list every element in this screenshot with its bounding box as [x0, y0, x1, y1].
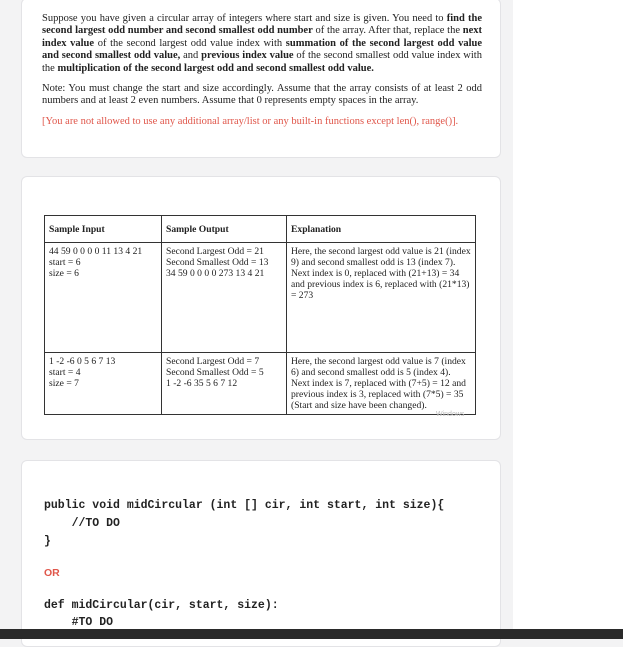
problem-description — [42, 13, 482, 75]
desc-bold: previous index value — [201, 50, 294, 62]
java-signature: public void midCircular (int [] cir, int start, int size){ — [44, 499, 445, 512]
output-second-smallest: Second Smallest Odd = 5 — [166, 367, 264, 378]
table-header-row — [45, 216, 476, 243]
java-todo: //TO DO — [44, 517, 120, 530]
header-sample-input: Sample Input — [45, 216, 162, 243]
desc-text: of the second largest odd value index with — [94, 37, 286, 49]
windows-watermark: Windows — [436, 411, 465, 418]
problem-constraint: [You are not allowed to use any additional array/list or any built-in functions except len(), range()]. — [42, 115, 459, 127]
explanation-cell — [287, 353, 476, 415]
explanation-line: Next index is 0, replaced with (21+13) = 34 and previous index is 6, replaced with (21*13) = 273 — [291, 268, 470, 301]
java-close-brace: } — [44, 535, 51, 548]
header-sample-output: Sample Output — [162, 216, 287, 243]
problem-card — [21, 0, 501, 158]
explanation-line: (Start and size have been changed). — [291, 400, 427, 411]
or-label: OR — [44, 567, 60, 579]
output-array: 1 -2 -6 35 5 6 7 12 — [166, 378, 238, 389]
explanation-cell — [287, 243, 476, 353]
desc-bold: next index value — [42, 25, 482, 49]
table-row — [45, 353, 476, 415]
samples-card — [21, 176, 501, 440]
output-array: 34 59 0 0 0 0 273 13 4 21 — [166, 268, 265, 279]
output-second-largest: Second Largest Odd = 21 — [166, 246, 264, 257]
desc-bold: summation of the second largest odd value and second smallest odd value, — [42, 37, 482, 62]
sample-input-cell — [45, 353, 162, 415]
desc-text: of the second smallest odd value index with the — [42, 50, 482, 74]
explanation-line: Next index is 7, replaced with (7+5) = 12 and previous index is 3, replaced with (7*5) = 35 — [291, 378, 466, 400]
explanation-line: Here, the second largest odd value is 21 (index 9) and second smallest odd is 13 (index 7). — [291, 246, 471, 268]
output-second-largest: Second Largest Odd = 7 — [166, 356, 260, 367]
input-start: start = 6 — [49, 257, 81, 268]
python-todo: #TO DO — [44, 616, 114, 629]
input-size: size = 6 — [49, 268, 79, 279]
code-card — [21, 460, 501, 647]
output-second-smallest: Second Smallest Odd = 13 — [166, 257, 269, 268]
bottom-bar — [0, 629, 623, 639]
input-array: 44 59 0 0 0 0 11 13 4 21 — [49, 246, 143, 257]
explanation-line: Here, the second largest odd value is 7 (index 6) and second smallest odd is 5 (index 4). — [291, 356, 466, 378]
desc-text: Suppose you have given a circular array of integers where start and size is given. You need to — [42, 13, 447, 24]
input-size: size = 7 — [49, 378, 79, 389]
desc-text: of the array. After that, replace the — [312, 25, 463, 37]
sample-input-cell — [45, 243, 162, 353]
problem-statement — [42, 13, 482, 136]
table-row — [45, 243, 476, 353]
input-array: 1 -2 -6 0 5 6 7 13 — [49, 356, 116, 367]
input-start: start = 4 — [49, 367, 81, 378]
header-explanation: Explanation — [287, 216, 476, 243]
desc-bold: multiplication of the second largest odd and second smallest odd value. — [57, 62, 374, 74]
sample-output-cell — [162, 243, 287, 353]
problem-note: Note: You must change the start and size accordingly. Assume that the array consists of at least 2 odd numbers and at least 2 even numbers. Assume that 0 represents empty spaces in the array. — [42, 83, 482, 107]
sample-output-cell — [162, 353, 287, 415]
right-panel — [513, 0, 623, 639]
desc-text: and — [180, 50, 202, 62]
desc-bold: find the second largest odd number and second smallest odd number — [42, 13, 482, 37]
python-signature: def midCircular(cir, start, size): — [44, 599, 279, 612]
samples-table — [44, 215, 476, 415]
